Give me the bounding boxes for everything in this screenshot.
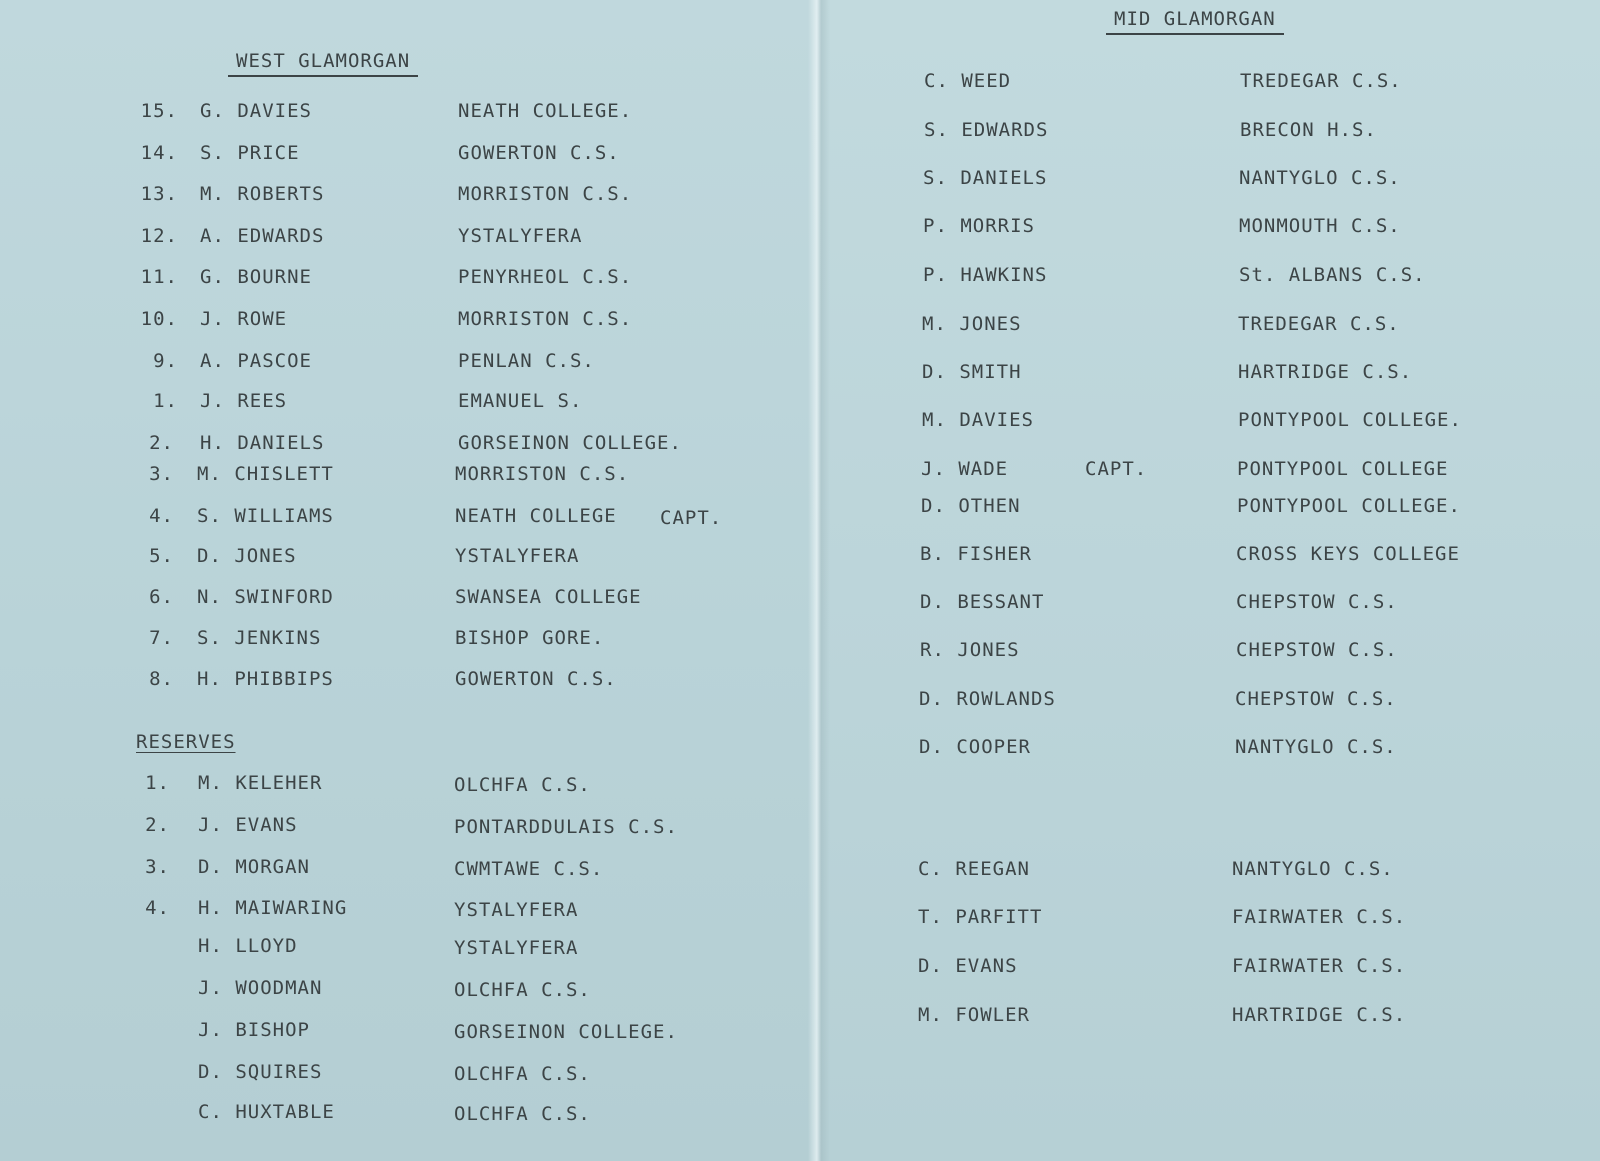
reserve-name: J. EVANS <box>198 814 298 836</box>
reserve-school: OLCHFA C.S. <box>454 1103 591 1125</box>
player-school: GOWERTON C.S. <box>455 668 617 690</box>
player-name: S. DANIELS <box>923 167 1048 189</box>
player-school: YSTALYFERA <box>455 545 580 567</box>
player-school: MONMOUTH C.S. <box>1239 215 1401 237</box>
reserve-school: FAIRWATER C.S. <box>1232 955 1407 977</box>
reserve-school: GORSEINON COLLEGE. <box>454 1021 678 1043</box>
reserve-name: M. FOWLER <box>918 1004 1030 1026</box>
reserve-school: FAIRWATER C.S. <box>1232 906 1407 928</box>
player-school: BISHOP GORE. <box>455 627 605 649</box>
player-school: NEATH COLLEGE. <box>458 100 633 122</box>
player-school: MORRISTON C.S. <box>458 308 633 330</box>
player-number: 13. <box>140 183 178 205</box>
player-number: 2. <box>149 432 174 454</box>
player-school: NANTYGLO C.S. <box>1239 167 1401 189</box>
reserve-school: OLCHFA C.S. <box>454 1063 591 1085</box>
captain-note: CAPT. <box>1085 458 1148 480</box>
reserve-name: C. HUXTABLE <box>198 1101 335 1123</box>
player-school: CROSS KEYS COLLEGE <box>1236 543 1460 565</box>
player-name: M. DAVIES <box>922 409 1034 431</box>
west-glamorgan-heading: WEST GLAMORGAN <box>228 50 418 77</box>
reserve-school: OLCHFA C.S. <box>454 774 591 796</box>
player-school: EMANUEL S. <box>458 390 583 412</box>
player-school: HARTRIDGE C.S. <box>1238 361 1413 383</box>
player-school: SWANSEA COLLEGE <box>455 586 642 608</box>
player-school: NEATH COLLEGE <box>455 505 617 527</box>
player-name: J. WADE <box>921 458 1009 480</box>
reserve-name: H. MAIWARING <box>198 897 348 919</box>
page-fold <box>808 0 830 1161</box>
player-number: 10. <box>140 308 178 330</box>
player-school: PENYRHEOL C.S. <box>458 266 633 288</box>
player-name: D. ROWLANDS <box>919 688 1056 710</box>
reserve-school: YSTALYFERA <box>454 899 579 921</box>
player-name: J. ROWE <box>200 308 288 330</box>
player-name: M. ROBERTS <box>200 183 325 205</box>
player-name: D. COOPER <box>919 736 1031 758</box>
player-number: 1. <box>153 390 178 412</box>
player-name: J. REES <box>200 390 288 412</box>
player-name: P. MORRIS <box>923 215 1035 237</box>
reserve-school: OLCHFA C.S. <box>454 979 591 1001</box>
player-school: TREDEGAR C.S. <box>1240 70 1402 92</box>
reserve-name: H. LLOYD <box>198 935 298 957</box>
reserve-name: J. BISHOP <box>198 1019 310 1041</box>
player-name: D. OTHEN <box>921 495 1021 517</box>
player-school: GORSEINON COLLEGE. <box>458 432 682 454</box>
player-number: 12. <box>140 225 178 247</box>
player-name: S. EDWARDS <box>924 119 1049 141</box>
player-name: P. HAWKINS <box>923 264 1048 286</box>
player-school: YSTALYFERA <box>458 225 583 247</box>
player-number: 6. <box>149 586 174 608</box>
reserve-name: D. MORGAN <box>198 856 310 878</box>
player-name: R. JONES <box>920 639 1020 661</box>
player-name: M. JONES <box>922 313 1022 335</box>
reserve-school: CWMTAWE C.S. <box>454 858 604 880</box>
player-name: A. PASCOE <box>200 350 312 372</box>
player-number: 7. <box>149 627 174 649</box>
player-name: M. CHISLETT <box>197 463 334 485</box>
player-number: 3. <box>149 463 174 485</box>
player-name: A. EDWARDS <box>200 225 325 247</box>
reserve-school: YSTALYFERA <box>454 937 579 959</box>
player-name: G. BOURNE <box>200 266 312 288</box>
player-name: D. JONES <box>197 545 297 567</box>
player-name: H. PHIBBIPS <box>197 668 334 690</box>
player-school: MORRISTON C.S. <box>455 463 630 485</box>
player-school: MORRISTON C.S. <box>458 183 633 205</box>
player-number: 11. <box>140 266 178 288</box>
player-school: TREDEGAR C.S. <box>1238 313 1400 335</box>
player-name: H. DANIELS <box>200 432 325 454</box>
player-school: PONTYPOOL COLLEGE. <box>1238 409 1462 431</box>
captain-note: CAPT. <box>660 507 723 529</box>
mid-glamorgan-heading: MID GLAMORGAN <box>1106 8 1284 35</box>
player-school: GOWERTON C.S. <box>458 142 620 164</box>
player-number: 15. <box>140 100 178 122</box>
player-name: D. BESSANT <box>920 591 1045 613</box>
player-number: 14. <box>140 142 178 164</box>
player-school: PENLAN C.S. <box>458 350 595 372</box>
player-school: NANTYGLO C.S. <box>1235 736 1397 758</box>
reserve-number: 4. <box>145 897 170 919</box>
player-school: BRECON H.S. <box>1240 119 1377 141</box>
player-school: CHEPSTOW C.S. <box>1236 639 1398 661</box>
player-number: 8. <box>149 668 174 690</box>
player-number: 9. <box>153 350 178 372</box>
reserve-number: 1. <box>145 772 170 794</box>
reserve-name: M. KELEHER <box>198 772 323 794</box>
player-name: S. PRICE <box>200 142 300 164</box>
player-school: CHEPSTOW C.S. <box>1236 591 1398 613</box>
reserve-name: D. EVANS <box>918 955 1018 977</box>
reserve-school: PONTARDDULAIS C.S. <box>454 816 678 838</box>
player-name: B. FISHER <box>920 543 1032 565</box>
player-number: 4. <box>149 505 174 527</box>
reserve-school: NANTYGLO C.S. <box>1232 858 1394 880</box>
player-school: CHEPSTOW C.S. <box>1235 688 1397 710</box>
player-name: G. DAVIES <box>200 100 312 122</box>
reserves-heading: RESERVES <box>136 731 236 753</box>
player-school: St. ALBANS C.S. <box>1239 264 1426 286</box>
reserve-school: HARTRIDGE C.S. <box>1232 1004 1407 1026</box>
player-name: S. JENKINS <box>197 627 322 649</box>
player-name: C. WEED <box>924 70 1012 92</box>
player-name: D. SMITH <box>922 361 1022 383</box>
reserve-name: C. REEGAN <box>918 858 1030 880</box>
player-school: PONTYPOOL COLLEGE. <box>1237 495 1461 517</box>
player-name: S. WILLIAMS <box>197 505 334 527</box>
reserve-name: J. WOODMAN <box>198 977 323 999</box>
player-school: PONTYPOOL COLLEGE <box>1237 458 1449 480</box>
reserve-number: 2. <box>145 814 170 836</box>
reserve-number: 3. <box>145 856 170 878</box>
player-number: 5. <box>149 545 174 567</box>
reserve-name: T. PARFITT <box>918 906 1043 928</box>
player-name: N. SWINFORD <box>197 586 334 608</box>
reserve-name: D. SQUIRES <box>198 1061 323 1083</box>
